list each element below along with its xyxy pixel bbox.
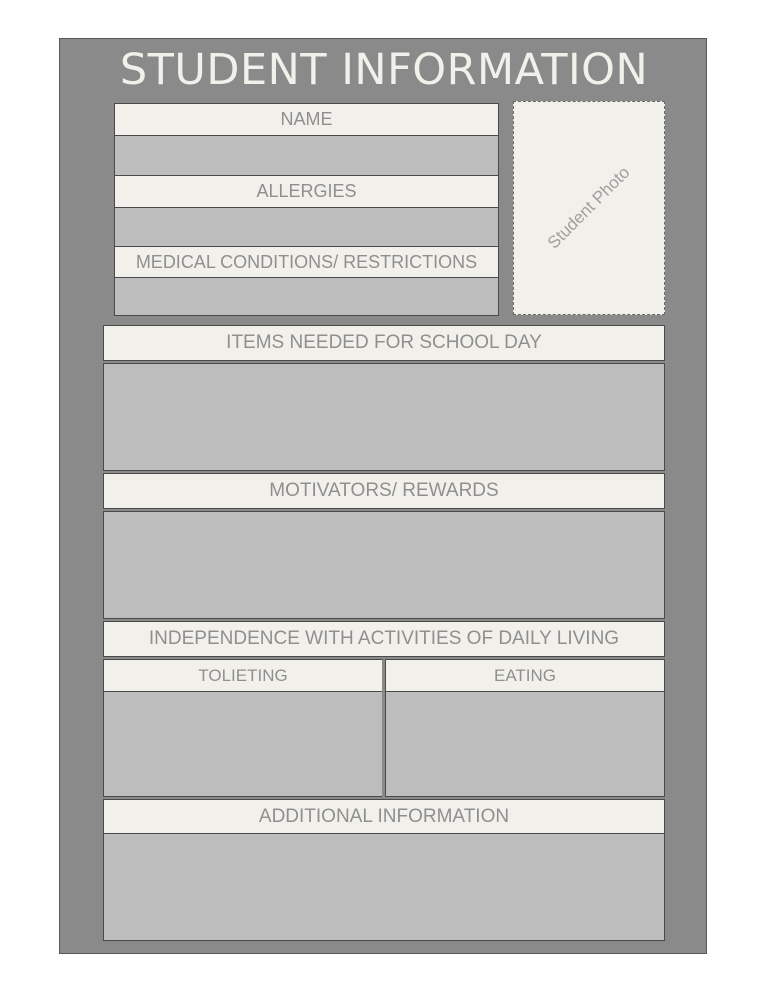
additional-info-field[interactable] [103,833,665,941]
items-needed-header: ITEMS NEEDED FOR SCHOOL DAY [103,325,665,361]
medical-conditions-field[interactable] [114,277,499,316]
allergies-header: ALLERGIES [114,175,499,208]
medical-conditions-header: MEDICAL CONDITIONS/ RESTRICTIONS [114,246,499,278]
eating-field[interactable] [385,691,665,797]
independence-header: INDEPENDENCE WITH ACTIVITIES OF DAILY LIVING [103,621,665,657]
form-title: STUDENT INFORMATION [119,45,649,95]
allergies-field[interactable] [114,207,499,247]
motivators-header: MOTIVATORS/ REWARDS [103,473,665,509]
toileting-field[interactable] [103,691,383,797]
additional-info-header: ADDITIONAL INFORMATION [103,799,665,834]
name-header: NAME [114,103,499,136]
toileting-header: TOLIETING [103,659,383,692]
motivators-field[interactable] [103,511,665,619]
student-photo-placeholder[interactable] [513,101,665,315]
column-divider [382,660,385,797]
name-field[interactable] [114,135,499,176]
student-photo-label: Student Photo [543,162,634,253]
items-needed-field[interactable] [103,363,665,471]
eating-header: EATING [385,659,665,692]
